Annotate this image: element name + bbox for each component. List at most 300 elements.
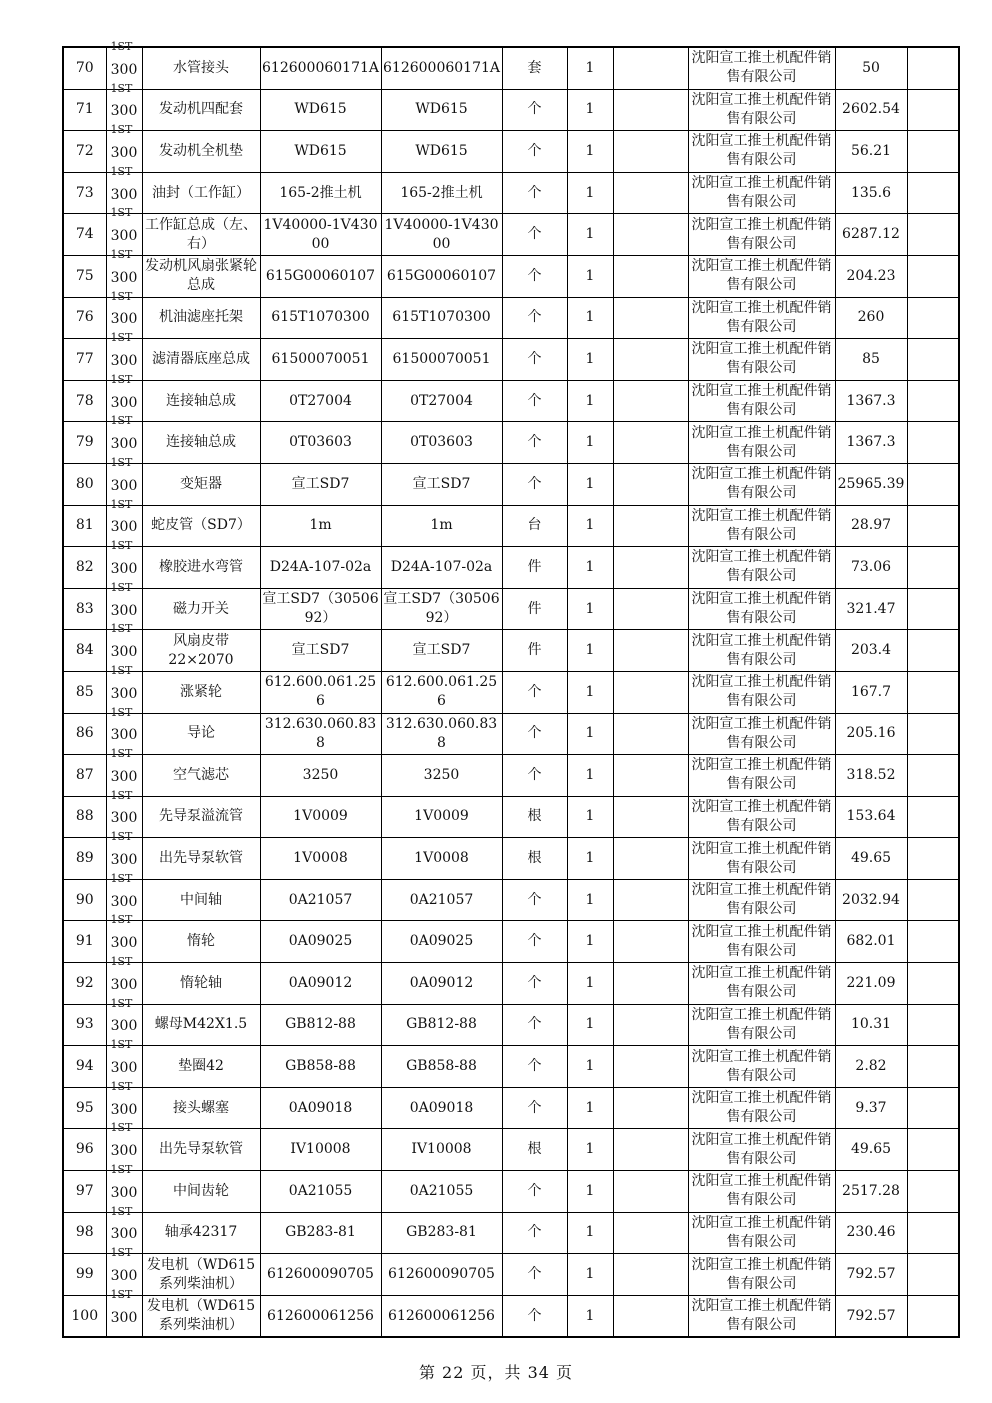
note-cell <box>907 879 959 921</box>
note-cell <box>907 963 959 1005</box>
unit-cell: 个 <box>502 463 567 505</box>
supplier-cell: 沈阳宣工推土机配件销售有限公司 <box>688 755 835 797</box>
table-row <box>63 1212 959 1254</box>
spec-cell: 0T27004 <box>381 380 502 422</box>
row-number-cell: 75 <box>63 255 106 297</box>
blank-cell <box>613 297 688 339</box>
spec-cell: 1V0009 <box>381 796 502 838</box>
row-number-cell: 73 <box>63 172 106 214</box>
code-prefix-text: 1ST <box>110 747 133 761</box>
code-prefix-text: 1ST <box>110 788 133 802</box>
part-name-cell: 轴承42317 <box>142 1212 260 1254</box>
quantity-cell: 1 <box>567 422 613 464</box>
spec-cell: 1V0008 <box>381 838 502 880</box>
spec-cell: 165-2推土机 <box>381 172 502 214</box>
code-prefix-text: 1ST <box>110 414 133 428</box>
supplier-cell: 沈阳宣工推土机配件销售有限公司 <box>688 89 835 131</box>
code-text: 300 <box>110 61 138 78</box>
unit-cell: 件 <box>502 630 567 672</box>
spec-cell: 0A09025 <box>381 921 502 963</box>
price-cell: 260 <box>835 297 907 339</box>
table-row <box>63 921 959 963</box>
quantity-cell: 1 <box>567 255 613 297</box>
price-cell: 49.65 <box>835 1129 907 1171</box>
note-cell <box>907 630 959 672</box>
blank-cell <box>613 755 688 797</box>
row-number-cell: 88 <box>63 796 106 838</box>
code-prefix-text: 1ST <box>110 497 133 511</box>
row-number-cell: 95 <box>63 1087 106 1129</box>
model-cell: 0A09025 <box>260 921 381 963</box>
quantity-cell: 1 <box>567 796 613 838</box>
quantity-cell: 1 <box>567 505 613 547</box>
note-cell <box>907 463 959 505</box>
part-name-cell: 螺母M42X1.5 <box>142 1004 260 1046</box>
price-cell: 203.4 <box>835 630 907 672</box>
unit-cell: 个 <box>502 89 567 131</box>
row-number-cell: 94 <box>63 1046 106 1088</box>
quantity-cell: 1 <box>567 1004 613 1046</box>
code-prefix-text: 1ST <box>110 164 133 178</box>
blank-cell <box>613 172 688 214</box>
part-name-cell: 出先导泵软管 <box>142 1129 260 1171</box>
part-name-cell: 空气滤芯 <box>142 755 260 797</box>
quantity-cell: 1 <box>567 755 613 797</box>
price-cell: 2602.54 <box>835 89 907 131</box>
code-prefix-text: 1ST <box>110 81 133 95</box>
supplier-cell: 沈阳宣工推土机配件销售有限公司 <box>688 1295 835 1337</box>
quantity-cell: 1 <box>567 1295 613 1337</box>
code-text: 300 <box>110 1268 138 1285</box>
spec-cell: 0A21057 <box>381 879 502 921</box>
code-text: 300 <box>110 893 138 910</box>
supplier-cell: 沈阳宣工推土机配件销售有限公司 <box>688 47 835 89</box>
note-cell <box>907 1046 959 1088</box>
supplier-cell: 沈阳宣工推土机配件销售有限公司 <box>688 671 835 713</box>
part-name-cell: 惰轮轴 <box>142 963 260 1005</box>
spec-cell: 612.600.061.256 <box>381 671 502 713</box>
blank-cell <box>613 713 688 755</box>
part-name-cell: 油封（工作缸） <box>142 172 260 214</box>
price-cell: 221.09 <box>835 963 907 1005</box>
row-number-cell: 92 <box>63 963 106 1005</box>
model-cell: 0T27004 <box>260 380 381 422</box>
quantity-cell: 1 <box>567 380 613 422</box>
note-cell <box>907 297 959 339</box>
supplier-cell: 沈阳宣工推土机配件销售有限公司 <box>688 921 835 963</box>
code-prefix-text: 1ST <box>110 830 133 844</box>
blank-cell <box>613 1171 688 1213</box>
table-row <box>63 1171 959 1213</box>
unit-cell: 个 <box>502 1212 567 1254</box>
code-prefix-text: 1ST <box>110 289 133 303</box>
model-cell: 612600061256 <box>260 1295 381 1337</box>
price-cell: 153.64 <box>835 796 907 838</box>
blank-cell <box>613 214 688 256</box>
supplier-cell: 沈阳宣工推土机配件销售有限公司 <box>688 588 835 630</box>
supplier-cell: 沈阳宣工推土机配件销售有限公司 <box>688 172 835 214</box>
code-prefix-text: 1ST <box>110 871 133 885</box>
blank-cell <box>613 838 688 880</box>
quantity-cell: 1 <box>567 879 613 921</box>
row-number-cell: 96 <box>63 1129 106 1171</box>
row-number-cell: 82 <box>63 547 106 589</box>
model-cell: 1V0009 <box>260 796 381 838</box>
note-cell <box>907 671 959 713</box>
part-name-cell: 水管接头 <box>142 47 260 89</box>
unit-cell: 根 <box>502 796 567 838</box>
row-number-cell: 89 <box>63 838 106 880</box>
blank-cell <box>613 671 688 713</box>
unit-cell: 个 <box>502 172 567 214</box>
price-cell: 230.46 <box>835 1212 907 1254</box>
code-prefix-text: 1ST <box>110 206 133 220</box>
supplier-cell: 沈阳宣工推土机配件销售有限公司 <box>688 463 835 505</box>
code-prefix-text: 1ST <box>110 1287 133 1301</box>
code-prefix-text: 1ST <box>110 1246 133 1260</box>
price-cell: 9.37 <box>835 1087 907 1129</box>
blank-cell <box>613 505 688 547</box>
row-number-cell: 72 <box>63 131 106 173</box>
blank-cell <box>613 963 688 1005</box>
model-cell: 615T1070300 <box>260 297 381 339</box>
unit-cell: 个 <box>502 879 567 921</box>
part-name-cell: 蛇皮管（SD7） <box>142 505 260 547</box>
quantity-cell: 1 <box>567 1254 613 1296</box>
price-cell: 167.7 <box>835 671 907 713</box>
code-prefix-text: 1ST <box>110 705 133 719</box>
supplier-cell: 沈阳宣工推土机配件销售有限公司 <box>688 505 835 547</box>
unit-cell: 个 <box>502 755 567 797</box>
blank-cell <box>613 255 688 297</box>
part-name-cell: 发电机（WD615系列柴油机） <box>142 1295 260 1337</box>
model-cell: WD615 <box>260 131 381 173</box>
note-cell <box>907 172 959 214</box>
row-number-cell: 93 <box>63 1004 106 1046</box>
table-row <box>63 47 959 89</box>
spec-cell: GB812-88 <box>381 1004 502 1046</box>
quantity-cell: 1 <box>567 838 613 880</box>
blank-cell <box>613 422 688 464</box>
row-number-cell: 80 <box>63 463 106 505</box>
part-name-cell: 变矩器 <box>142 463 260 505</box>
table-row <box>63 713 959 755</box>
unit-cell: 个 <box>502 1295 567 1337</box>
spec-cell: IV10008 <box>381 1129 502 1171</box>
row-number-cell: 100 <box>63 1295 106 1337</box>
part-name-cell: 垫圈42 <box>142 1046 260 1088</box>
code-prefix-text: 1ST <box>110 996 133 1010</box>
price-cell: 25965.39 <box>835 463 907 505</box>
code-text: 300 <box>110 1226 138 1243</box>
blank-cell <box>613 89 688 131</box>
price-cell: 204.23 <box>835 255 907 297</box>
code-prefix-text: 1ST <box>110 622 133 636</box>
supplier-cell: 沈阳宣工推土机配件销售有限公司 <box>688 879 835 921</box>
model-cell: 312.630.060.838 <box>260 713 381 755</box>
table-row <box>63 1295 959 1337</box>
note-cell <box>907 1295 959 1337</box>
note-cell <box>907 380 959 422</box>
note-cell <box>907 796 959 838</box>
unit-cell: 个 <box>502 380 567 422</box>
code-text: 300 <box>110 186 138 203</box>
spec-cell: D24A-107-02a <box>381 547 502 589</box>
model-cell: GB812-88 <box>260 1004 381 1046</box>
supplier-cell: 沈阳宣工推土机配件销售有限公司 <box>688 1004 835 1046</box>
model-cell: 1V0008 <box>260 838 381 880</box>
supplier-cell: 沈阳宣工推土机配件销售有限公司 <box>688 547 835 589</box>
code-text: 300 <box>110 519 138 536</box>
table-row <box>63 1046 959 1088</box>
model-cell: GB283-81 <box>260 1212 381 1254</box>
note-cell <box>907 547 959 589</box>
code-prefix-text: 1ST <box>110 1121 133 1135</box>
blank-cell <box>613 47 688 89</box>
spec-cell: 3250 <box>381 755 502 797</box>
table-row <box>63 339 959 381</box>
model-cell: 165-2推土机 <box>260 172 381 214</box>
supplier-cell: 沈阳宣工推土机配件销售有限公司 <box>688 131 835 173</box>
spec-cell: 615T1070300 <box>381 297 502 339</box>
code-text: 300 <box>110 810 138 827</box>
table-row <box>63 547 959 589</box>
table-row <box>63 796 959 838</box>
part-name-cell: 橡胶进水弯管 <box>142 547 260 589</box>
price-cell: 2032.94 <box>835 879 907 921</box>
part-name-cell: 接头螺塞 <box>142 1087 260 1129</box>
note-cell <box>907 1129 959 1171</box>
quantity-cell: 1 <box>567 1087 613 1129</box>
spec-cell: 0A21055 <box>381 1171 502 1213</box>
code-prefix-text: 1ST <box>110 955 133 969</box>
part-name-cell: 发电机（WD615系列柴油机） <box>142 1254 260 1296</box>
supplier-cell: 沈阳宣工推土机配件销售有限公司 <box>688 380 835 422</box>
spec-cell: GB858-88 <box>381 1046 502 1088</box>
note-cell <box>907 713 959 755</box>
spec-cell: 宣工SD7 <box>381 630 502 672</box>
price-cell: 135.6 <box>835 172 907 214</box>
price-cell: 682.01 <box>835 921 907 963</box>
part-name-cell: 滤清器底座总成 <box>142 339 260 381</box>
note-cell <box>907 255 959 297</box>
spec-cell: 1V40000-1V43000 <box>381 214 502 256</box>
page-number-footer: 第 22 页，共 34 页 <box>418 1363 574 1382</box>
table-row <box>63 879 959 921</box>
quantity-cell: 1 <box>567 630 613 672</box>
code-prefix-text: 1ST <box>110 40 133 53</box>
price-cell: 1367.3 <box>835 422 907 464</box>
code-text: 300 <box>110 727 138 744</box>
unit-cell: 个 <box>502 713 567 755</box>
row-number-cell: 85 <box>63 671 106 713</box>
part-name-cell: 连接轴总成 <box>142 422 260 464</box>
part-name-cell: 导论 <box>142 713 260 755</box>
code-prefix-text: 1ST <box>110 123 133 137</box>
row-number-cell: 71 <box>63 89 106 131</box>
model-cell: 0A21055 <box>260 1171 381 1213</box>
price-cell: 49.65 <box>835 838 907 880</box>
spec-cell: 612600090705 <box>381 1254 502 1296</box>
spec-cell: 312.630.060.838 <box>381 713 502 755</box>
table-row <box>63 505 959 547</box>
row-number-cell: 78 <box>63 380 106 422</box>
blank-cell <box>613 1129 688 1171</box>
blank-cell <box>613 1004 688 1046</box>
code-prefix-text: 1ST <box>110 1038 133 1052</box>
row-number-cell: 99 <box>63 1254 106 1296</box>
model-cell: 1V40000-1V43000 <box>260 214 381 256</box>
supplier-cell: 沈阳宣工推土机配件销售有限公司 <box>688 1212 835 1254</box>
blank-cell <box>613 1212 688 1254</box>
table-row <box>63 1129 959 1171</box>
quantity-cell: 1 <box>567 588 613 630</box>
table-row <box>63 755 959 797</box>
table-row <box>63 630 959 672</box>
blank-cell <box>613 879 688 921</box>
code-text: 300 <box>110 352 138 369</box>
note-cell <box>907 838 959 880</box>
quantity-cell: 1 <box>567 214 613 256</box>
quantity-cell: 1 <box>567 463 613 505</box>
code-text: 300 <box>110 394 138 411</box>
quantity-cell: 1 <box>567 1129 613 1171</box>
table-row <box>63 255 959 297</box>
spec-cell: 0A09012 <box>381 963 502 1005</box>
table-row <box>63 963 959 1005</box>
part-name-cell: 中间轴 <box>142 879 260 921</box>
note-cell <box>907 1171 959 1213</box>
price-cell: 85 <box>835 339 907 381</box>
supplier-cell: 沈阳宣工推土机配件销售有限公司 <box>688 422 835 464</box>
row-number-cell: 79 <box>63 422 106 464</box>
code-text: 300 <box>110 1143 138 1160</box>
code-prefix-text: 1ST <box>110 913 133 927</box>
supplier-cell: 沈阳宣工推土机配件销售有限公司 <box>688 1087 835 1129</box>
model-cell: 61500070051 <box>260 339 381 381</box>
part-name-cell: 风扇皮带22×2070 <box>142 630 260 672</box>
code-text: 300 <box>110 935 138 952</box>
spec-cell: GB283-81 <box>381 1212 502 1254</box>
note-cell <box>907 505 959 547</box>
unit-cell: 个 <box>502 921 567 963</box>
note-cell <box>907 131 959 173</box>
quantity-cell: 1 <box>567 1171 613 1213</box>
code-prefix-text: 1ST <box>110 663 133 677</box>
price-cell: 28.97 <box>835 505 907 547</box>
part-name-cell: 发动机风扇张紧轮总成 <box>142 255 260 297</box>
table-row <box>63 1004 959 1046</box>
blank-cell <box>613 1295 688 1337</box>
code-prefix-text: 1ST <box>110 1204 133 1218</box>
blank-cell <box>613 463 688 505</box>
model-cell: 宣工SD7 <box>260 630 381 672</box>
code-prefix-text: 1ST <box>110 580 133 594</box>
unit-cell: 台 <box>502 505 567 547</box>
quantity-cell: 1 <box>567 47 613 89</box>
blank-cell <box>613 796 688 838</box>
part-name-cell: 工作缸总成（左、右） <box>142 214 260 256</box>
supplier-cell: 沈阳宣工推土机配件销售有限公司 <box>688 297 835 339</box>
row-number-cell: 84 <box>63 630 106 672</box>
quantity-cell: 1 <box>567 921 613 963</box>
model-cell: 615G00060107 <box>260 255 381 297</box>
blank-cell <box>613 380 688 422</box>
spec-cell: 1m <box>381 505 502 547</box>
model-cell: 3250 <box>260 755 381 797</box>
unit-cell: 个 <box>502 1004 567 1046</box>
note-cell <box>907 89 959 131</box>
spec-cell: 宣工SD7 <box>381 463 502 505</box>
part-name-cell: 中间齿轮 <box>142 1171 260 1213</box>
model-cell: WD615 <box>260 89 381 131</box>
code-text: 300 <box>110 852 138 869</box>
supplier-cell: 沈阳宣工推土机配件销售有限公司 <box>688 838 835 880</box>
blank-cell <box>613 131 688 173</box>
code-text: 300 <box>110 228 138 245</box>
blank-cell <box>613 1254 688 1296</box>
quantity-cell: 1 <box>567 547 613 589</box>
supplier-cell: 沈阳宣工推土机配件销售有限公司 <box>688 339 835 381</box>
model-cell: 612600090705 <box>260 1254 381 1296</box>
part-name-cell: 连接轴总成 <box>142 380 260 422</box>
quantity-cell: 1 <box>567 131 613 173</box>
price-cell: 2.82 <box>835 1046 907 1088</box>
note-cell <box>907 755 959 797</box>
code-text: 300 <box>110 1184 138 1201</box>
unit-cell: 根 <box>502 838 567 880</box>
parts-table-body <box>63 40 959 1337</box>
model-cell: 0A21057 <box>260 879 381 921</box>
unit-cell: 个 <box>502 1046 567 1088</box>
part-name-cell: 出先导泵软管 <box>142 838 260 880</box>
code-prefix-text: 1ST <box>110 372 133 386</box>
row-number-cell: 90 <box>63 879 106 921</box>
quantity-cell: 1 <box>567 339 613 381</box>
row-number-cell: 98 <box>63 1212 106 1254</box>
blank-cell <box>613 547 688 589</box>
row-number-cell: 87 <box>63 755 106 797</box>
table-row <box>63 1254 959 1296</box>
code-text: 300 <box>110 1309 138 1326</box>
spec-cell: WD615 <box>381 131 502 173</box>
code-text: 300 <box>110 1060 138 1077</box>
unit-cell: 件 <box>502 547 567 589</box>
unit-cell: 个 <box>502 1254 567 1296</box>
table-row <box>63 463 959 505</box>
model-cell: 0T03603 <box>260 422 381 464</box>
part-name-cell: 机油滤座托架 <box>142 297 260 339</box>
model-cell: 1m <box>260 505 381 547</box>
quantity-cell: 1 <box>567 713 613 755</box>
blank-cell <box>613 630 688 672</box>
model-cell: 0A09012 <box>260 963 381 1005</box>
code-text: 300 <box>110 269 138 286</box>
code-prefix-text: 1ST <box>110 1079 133 1093</box>
part-name-cell: 发动机四配套 <box>142 89 260 131</box>
model-cell: GB858-88 <box>260 1046 381 1088</box>
unit-cell: 个 <box>502 671 567 713</box>
spec-cell: 615G00060107 <box>381 255 502 297</box>
supplier-cell: 沈阳宣工推土机配件销售有限公司 <box>688 963 835 1005</box>
code-text: 300 <box>110 436 138 453</box>
quantity-cell: 1 <box>567 89 613 131</box>
table-row <box>63 297 959 339</box>
supplier-cell: 沈阳宣工推土机配件销售有限公司 <box>688 1254 835 1296</box>
table-row <box>63 838 959 880</box>
note-cell <box>907 339 959 381</box>
part-name-cell: 磁力开关 <box>142 588 260 630</box>
